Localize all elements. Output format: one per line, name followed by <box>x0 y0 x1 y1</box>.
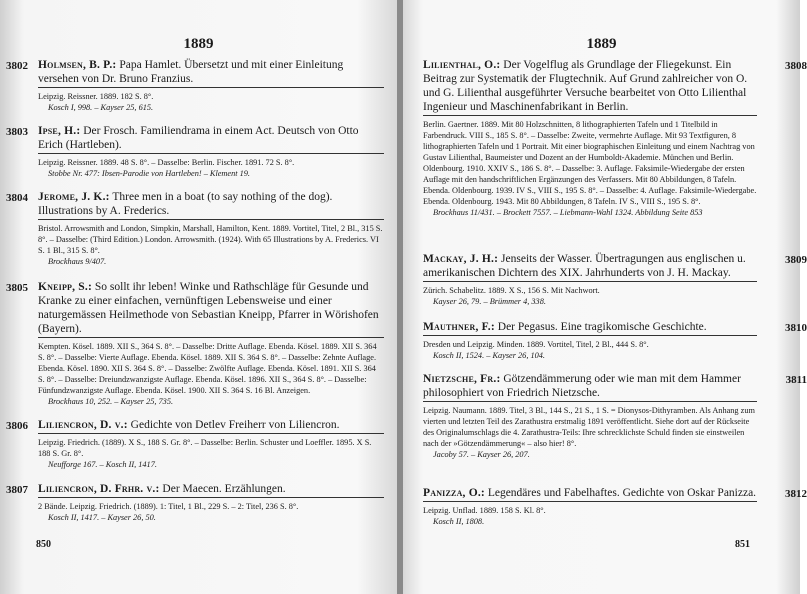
entry-number: 3806 <box>6 420 28 432</box>
entry-title: Götzendämmerung oder wie man mit dem Hammer philosophiert von Friedrich Nietzsche. <box>423 373 741 399</box>
entry-author: Kneipp, S.: <box>38 281 92 293</box>
entry-details: Bristol. Arrowsmith and London, Simpkin, Marshall, Hamilton, Kent. 1889. Vortitel, Titel, 2 Bl., 315 S. 8°. – Dasselbe: (Third Edition.) London. Arrowsmith. (1924). With 65 Illustrations by A. Frederics. VI S. 1 Bl., 315 S. 8°. <box>38 224 383 255</box>
entry-references: Kosch II, 1417. – Kayser 26, 50. <box>48 513 156 522</box>
entry-number: 3812 <box>785 488 807 500</box>
entry-author: Mauthner, F.: <box>423 321 495 333</box>
entry-number: 3810 <box>785 322 807 334</box>
entry-number: 3808 <box>785 60 807 72</box>
page-year: 1889 <box>586 36 617 52</box>
entry-author: Nietzsche, Fr.: <box>423 373 501 385</box>
entry-title: Der Vogelflug als Grundlage der Fliegekunst. Ein Beitrag zur Systematik der Flugtechnik. Auf Grund zahlreicher von O. und G. Lilienthal ausgeführter Versuche bearbeitet von Otto Lilienthal Ingenieur und Maschinenfabrikant in Berlin. <box>423 59 748 113</box>
page-number: 851 <box>735 539 750 550</box>
entry-title: Der Frosch. Familiendrama in einem Act. Deutsch von Otto Erich (Hartleben). <box>38 125 359 151</box>
entry-3809 <box>423 252 807 307</box>
entry-details: Kempten. Kösel. 1889. XII S., 364 S. 8°. – Dasselbe: Dritte Auflage. Ebenda. Kösel. 1889. XII S. 364 S. 8°. – Dasselbe: Vierte Auflage. Ebenda. Kösel. 1889. XII S. 364 S. 8°. – Dasselbe: Zehnte Auflage. Ebenda. Kösel. 1890. XII S. 364 S. 8°. – Dasselbe: Zwölfte Auflage. Ebenda. Kösel. 1891. XII S. 364 S. 8°. – Dasselbe: Dreiundzwanzigste Auflage. Ebenda. Kösel. 1896. XII S., 364 S. 8°. – Dasselbe: Fünfundzwanzigste Auflage. Ebenda. Kösel. 1900. XII S. 364 S. 16 Bl. Anzeigen. <box>38 342 377 395</box>
entry-details: Leipzig. Naumann. 1889. Titel, 3 Bl., 144 S., 21 S., 1 S. = Dionysos-Dithyramben. Als Anhang zum vierten und letzten Teil des Zarathustra erstmalig 1891 veröffentlicht. Siehe dort auf der Rückseite des Originalumschlags die 4. Zarathustra-Teils: Ihre schrecklichste Schuld finden sie einstweilen nach der »Götzendämmerung« – also hier! 8°. <box>423 406 755 448</box>
entry-details: 2 Bände. Leipzig. Friedrich. (1889). 1: Titel, 1 Bl., 229 S. – 2: Titel, 236 S. 8°. <box>38 502 299 511</box>
entry-title: Legendäres und Fabelhaftes. Gedichte von Oskar Panizza. <box>487 487 757 499</box>
entry-references: Jacoby 57. – Kayser 26, 207. <box>433 450 530 459</box>
page-year: 1889 <box>183 36 214 52</box>
entry-3812 <box>423 486 807 527</box>
entry-number: 3805 <box>6 282 28 294</box>
entry-details: Berlin. Gaertner. 1889. Mit 80 Holzschnitten, 8 lithographierten Tafeln und 1 Titelbild in Farbendruck. VIII S., 185 S. 8°. – Dasselbe: Zweite, vermehrte Auflage. Mit 93 Textfiguren, 8 lithographierten Tafeln und 1 Portrait. Mit einer biographischen Einleitung und einem Nachtrag von Gustav Lilienthal, Baumeister und Dozent an der Humboldt-Akademie. München und Berlin. Oldenbourg. 1910. XXIV S., 186 S. 8°. – Dasselbe: 3. Auflage. Faksimile-Wiedergabe der ersten Auflage mit den handschriftlichen Ergänzungen des Verfassers. Mit 80 Abbildungen, 8 Tafeln. Ebenda. Oldenbourg. 1939. IV S., VIII S., 195 S. 8°. – Dasselbe: 4. Auflage. Faksimile-Wiedergabe. Ebenda. Oldenbourg. 1943. Mit 80 Abbildungen, 8 Tafeln. IV S., VIII S., 195 S. 8°. <box>423 120 757 206</box>
entry-title: Gedichte von Detlev Freiherr von Liliencron. <box>130 419 340 431</box>
entry-number: 3809 <box>785 254 807 266</box>
entry-title: Three men in a boat (to say nothing of the dog). Illustrations by A. Frederics. <box>38 191 333 217</box>
entry-3805 <box>6 280 384 407</box>
entry-3811 <box>423 372 807 460</box>
entry-number: 3803 <box>6 126 28 138</box>
entry-title: Der Pegasus. Eine tragikomische Geschichte. <box>497 321 707 333</box>
entry-title: Der Maecen. Erzählungen. <box>162 483 286 495</box>
entry-author: Liliencron, D. v.: <box>38 419 128 431</box>
entry-3806 <box>6 418 384 470</box>
entry-references: Kosch I, 998. – Kayser 25, 615. <box>48 103 154 112</box>
entry-references: Brockhaus 10, 252. – Kayser 25, 735. <box>48 397 174 406</box>
entry-references: Kayser 26, 79. – Brümmer 4, 338. <box>433 297 546 306</box>
left-page <box>0 0 397 594</box>
entry-author: Ipse, H.: <box>38 125 81 137</box>
entry-author: Lilienthal, O.: <box>423 59 501 71</box>
entry-author: Liliencron, D. Frhr. v.: <box>38 483 160 495</box>
entry-details: Leipzig. Friedrich. (1889). X S., 188 S. Gr. 8°. – Dasselbe: Berlin. Schuster und Loeffler. 1895. X S. 188 S. Gr. 8°. <box>38 438 372 458</box>
entry-number: 3802 <box>6 60 28 72</box>
entry-3810 <box>423 320 807 361</box>
entry-references: Stobbe Nr. 477: Ibsen-Parodie von Hartleben! – Klement 19. <box>48 169 251 178</box>
entry-references: Brockhaus 9/407. <box>48 257 107 266</box>
entry-3804 <box>6 190 384 267</box>
entry-author: Mackay, J. H.: <box>423 253 499 265</box>
entry-3808 <box>423 58 807 218</box>
entry-number: 3807 <box>6 484 28 496</box>
entry-references: Kosch II, 1524. – Kayser 26, 104. <box>433 351 545 360</box>
entry-details: Leipzig. Reissner. 1889. 48 S. 8°. – Dasselbe: Berlin. Fischer. 1891. 72 S. 8°. <box>38 158 295 167</box>
entry-author: Panizza, O.: <box>423 487 485 499</box>
entry-details: Leipzig. Unflad. 1889. 158 S. Kl. 8°. <box>423 506 546 515</box>
entry-references: Brockhaus 11/431. – Brockett 7557. – Liebmann-Wahl 1324. Abbildung Seite 853 <box>433 208 703 217</box>
entry-details: Leipzig. Reissner. 1889. 182 S. 8°. <box>38 92 154 101</box>
entry-references: Kosch II, 1808. <box>433 517 485 526</box>
entry-3802 <box>6 58 384 113</box>
entry-3803 <box>6 124 384 179</box>
entry-3807 <box>6 482 384 523</box>
page-number: 850 <box>36 539 51 550</box>
entry-title: Jenseits der Wasser. Übertragungen aus englischen u. amerikanischen Dichtern des XIX. Jahrhunderts von J. H. Mackay. <box>423 253 746 279</box>
entry-number: 3804 <box>6 192 28 204</box>
entry-author: Jerome, J. K.: <box>38 191 110 203</box>
entry-references: Neufforge 167. – Kosch II, 1417. <box>48 460 157 469</box>
entry-details: Dresden und Leipzig. Minden. 1889. Vortitel, Titel, 2 Bl., 444 S. 8°. <box>423 340 649 349</box>
entry-number: 3811 <box>785 374 807 386</box>
entry-author: Holmsen, B. P.: <box>38 59 117 71</box>
right-page <box>403 0 807 594</box>
entry-title: So sollt ihr leben! Winke und Rathschläge für Gesunde und Kranke zu einer einfachen, vernünftigen Lebensweise und einer naturgemässen Heilmethode von Sebastian Kneipp, Pfarrer in Wörishofen (Bayern). <box>38 281 379 335</box>
entry-details: Zürich. Schabelitz. 1889. X S., 156 S. Mit Nachwort. <box>423 286 600 295</box>
entry-title: Papa Hamlet. Übersetzt und mit einer Einleitung versehen von Dr. Bruno Franzius. <box>38 59 344 85</box>
